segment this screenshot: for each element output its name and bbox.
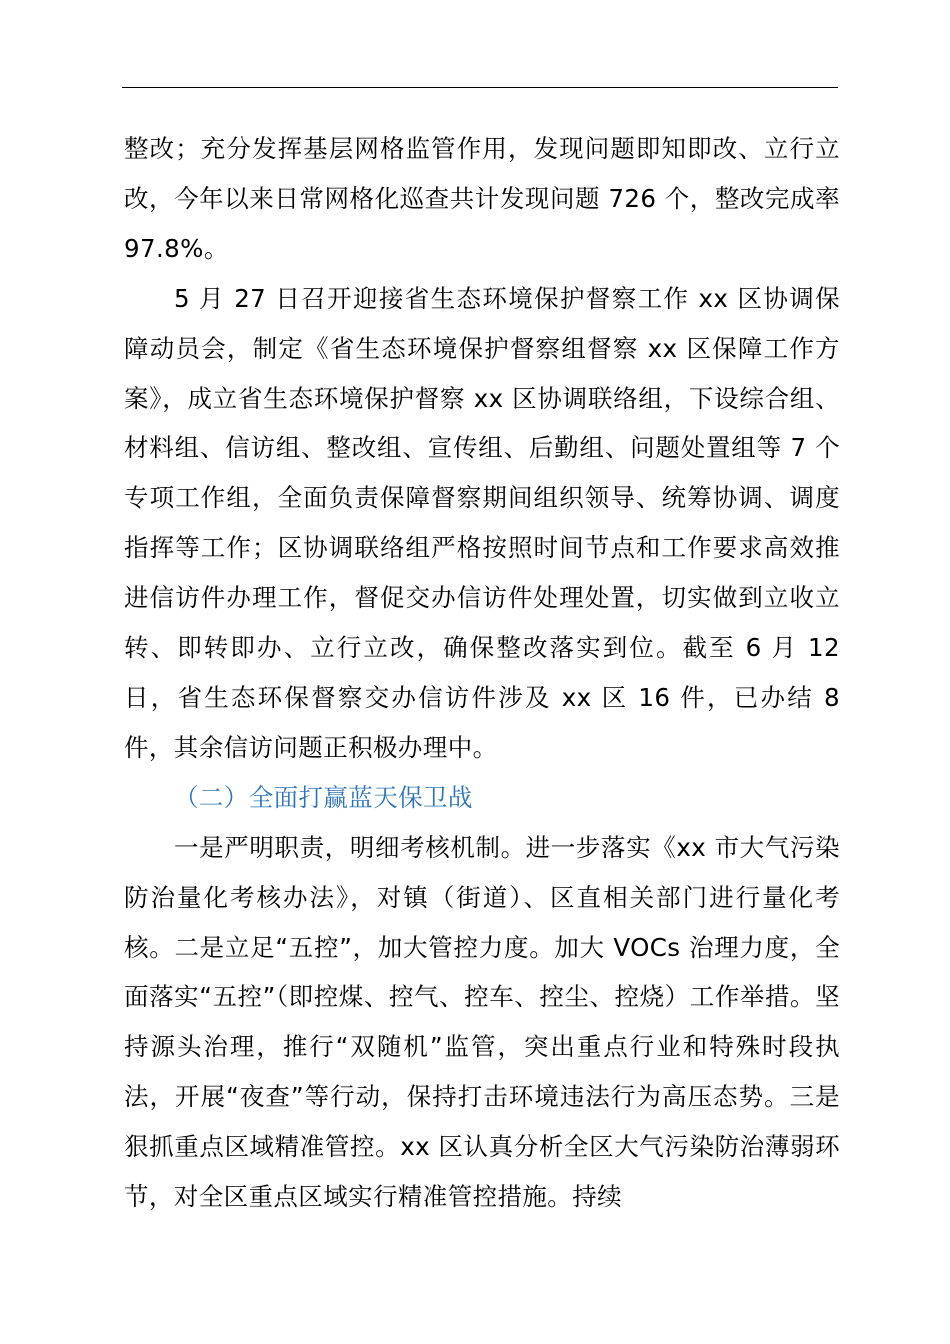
document-body: [124, 124, 840, 1222]
paragraph-continued-rectification: 整改；充分发挥基层网格监管作用，发现问题即知即改、立行立改，今年以来日常网格化巡查共计发现问题 726 个，整改完成率 97.8%。: [124, 134, 840, 263]
header-rule: [122, 87, 838, 88]
paragraph-air-pollution-measures: 一是严明职责，明细考核机制。进一步落实《xx 市大气污染防治量化考核办法》，对镇（街道）、区直相关部门进行量化考核。二是立足“五控”，加大管控力度。加大 VOCs 治理力度，全面落实“五控”（即控煤、控气、控车、控尘、控烧）工作举措。坚持源头治理，推行“双随机”监管，突出重点行业和特殊时段执法，开展“夜查”等行动，保持打击环境违法行为高压态势。三是狠抓重点区域精准管控。xx 区认真分析全区大气污染防治薄弱环节，对全区重点区域实行精准管控措施。持续: [124, 832, 840, 1212]
section-heading-blue-sky: （二）全面打赢蓝天保卫战: [174, 782, 473, 812]
paragraph-inspection-coordination: 5 月 27 日召开迎接省生态环境保护督察工作 xx 区协调保障动员会，制定《省生态环境保护督察组督察 xx 区保障工作方案》，成立省生态环境保护督察 xx 区协调联络组，下设综合组、材料组、信访组、整改组、宣传组、后勤组、问题处置组等 7 个专项工作组，全面负责保障督察期间组织领导、统筹协调、调度指挥等工作；区协调联络组严格按照时间节点和工作要求高效推进信访件办理工作，督促交办信访件处理处置，切实做到立收立转、即转即办、立行立改，确保整改落实到位。截至 6 月 12 日，省生态环保督察交办信访件涉及 xx 区 16 件，已办结 8 件，其余信访问题正积极办理中。: [124, 283, 840, 762]
